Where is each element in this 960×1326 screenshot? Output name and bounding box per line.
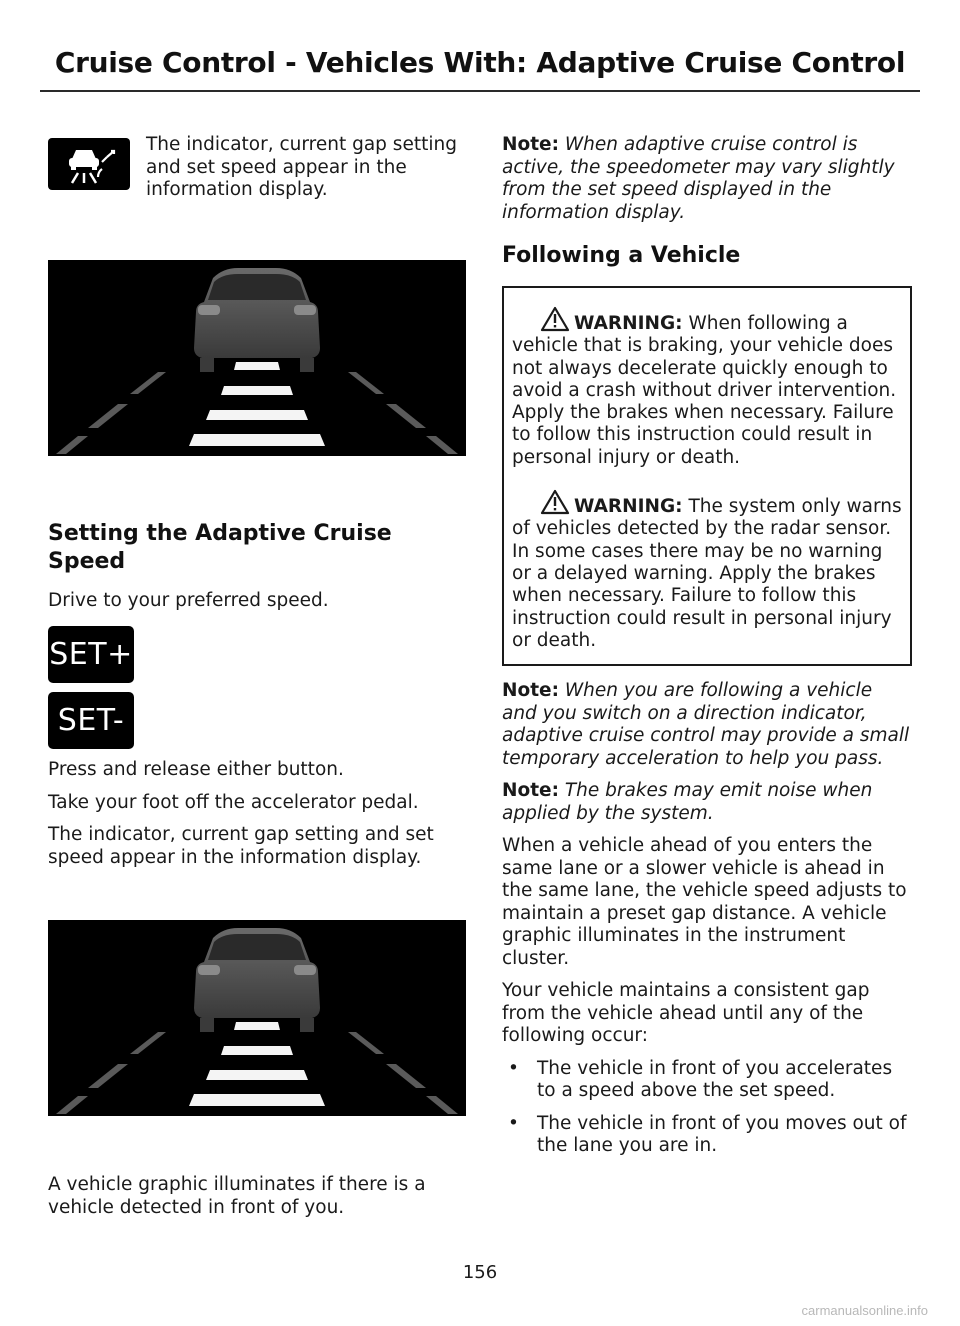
warning-triangle-icon <box>540 489 570 515</box>
warning-triangle-icon <box>540 306 570 332</box>
note-label: Note: <box>502 680 559 702</box>
press-instruction: Press and release either button. <box>48 759 344 780</box>
list-item <box>502 1113 912 1158</box>
note-direction-indicator <box>502 680 912 770</box>
set-minus-button-image: SET- <box>48 692 134 749</box>
warning-box <box>502 286 912 666</box>
foot-instruction: Take your foot off the accelerator pedal. <box>48 791 419 813</box>
adaptive-cruise-indicator-icon <box>48 138 130 190</box>
bullet-marker: • <box>508 1057 519 1079</box>
indicator-description: The indicator, current gap setting and set speed appear in the information display. <box>146 134 457 200</box>
list-item-text: The vehicle in front of you accelerates to a speed above the set speed. <box>537 1057 893 1102</box>
left-column <box>48 134 466 1219</box>
section-heading-setting-speed: Setting the Adaptive Cruise Speed <box>48 520 392 574</box>
page-title: Cruise Control - Vehicles With: Adaptive Cruise Control <box>54 46 906 79</box>
warning-label: WARNING: <box>574 496 683 518</box>
indicator-block <box>48 134 466 202</box>
note-speedometer-text: When adaptive cruise control is active, the speedometer may vary slightly from the set speed displayed in the information display. <box>502 134 895 223</box>
paragraph-consistent-gap: Your vehicle maintains a consistent gap from the vehicle ahead until any of the following occur: <box>502 980 870 1047</box>
paragraph-lane-entry: When a vehicle ahead of you enters the same lane or a slower vehicle is ahead in the same lane, the vehicle speed adjusts to maintain a preset gap distance. A vehicle graphic illuminates in the instrument cluster. <box>502 835 907 969</box>
following-vehicle-graphic <box>48 260 466 456</box>
page-number: 156 <box>462 1262 498 1283</box>
warning-1-text: When following a vehicle that is braking, your vehicle does not always decelerate quickly enough to avoid a crash without driver intervention. Apply the brakes when necessary. Failure to follow this instruction could result in personal injury or death. <box>512 313 897 468</box>
warning-2-text: The system only warns of vehicles detected by the radar sensor. In some cases there may be no warning or a delayed warning. Apply the brakes when necessary. Failure to follow this instruction could result in personal injury or death. <box>512 496 902 651</box>
warning-label: WARNING: <box>574 313 683 334</box>
list-item-text: The vehicle in front of you moves out of the lane you are in. <box>537 1112 907 1157</box>
indicator-description-2: The indicator, current gap setting and set speed appear in the information display. <box>48 824 434 868</box>
note-label: Note: <box>502 780 559 802</box>
note-label: Note: <box>502 134 559 155</box>
warning-1 <box>512 306 902 469</box>
note-direction-text: When you are following a vehicle and you switch on a direction indicator, adaptive cruise control may provide a small temporary acceleration to help you pass. <box>502 680 910 769</box>
bullet-marker: • <box>508 1112 519 1134</box>
note-brakes-noise <box>502 780 912 825</box>
set-plus-button-image: SET+ <box>48 626 134 683</box>
watermark: carmanualsonline.info <box>801 1303 928 1318</box>
title-divider <box>40 90 920 92</box>
drive-instruction: Drive to your preferred speed. <box>48 589 329 611</box>
vehicle-graphic-description: A vehicle graphic illuminates if there is a vehicle detected in front of you. <box>48 1174 426 1218</box>
note-brakes-text: The brakes may emit noise when applied by the system. <box>502 780 873 824</box>
section-heading-following: Following a Vehicle <box>502 243 741 268</box>
right-column <box>502 134 912 1158</box>
warning-2 <box>512 489 902 652</box>
vehicle-detected-graphic <box>48 920 466 1116</box>
list-item <box>502 1058 912 1103</box>
conditions-list <box>502 1058 912 1158</box>
note-speedometer <box>502 134 912 224</box>
